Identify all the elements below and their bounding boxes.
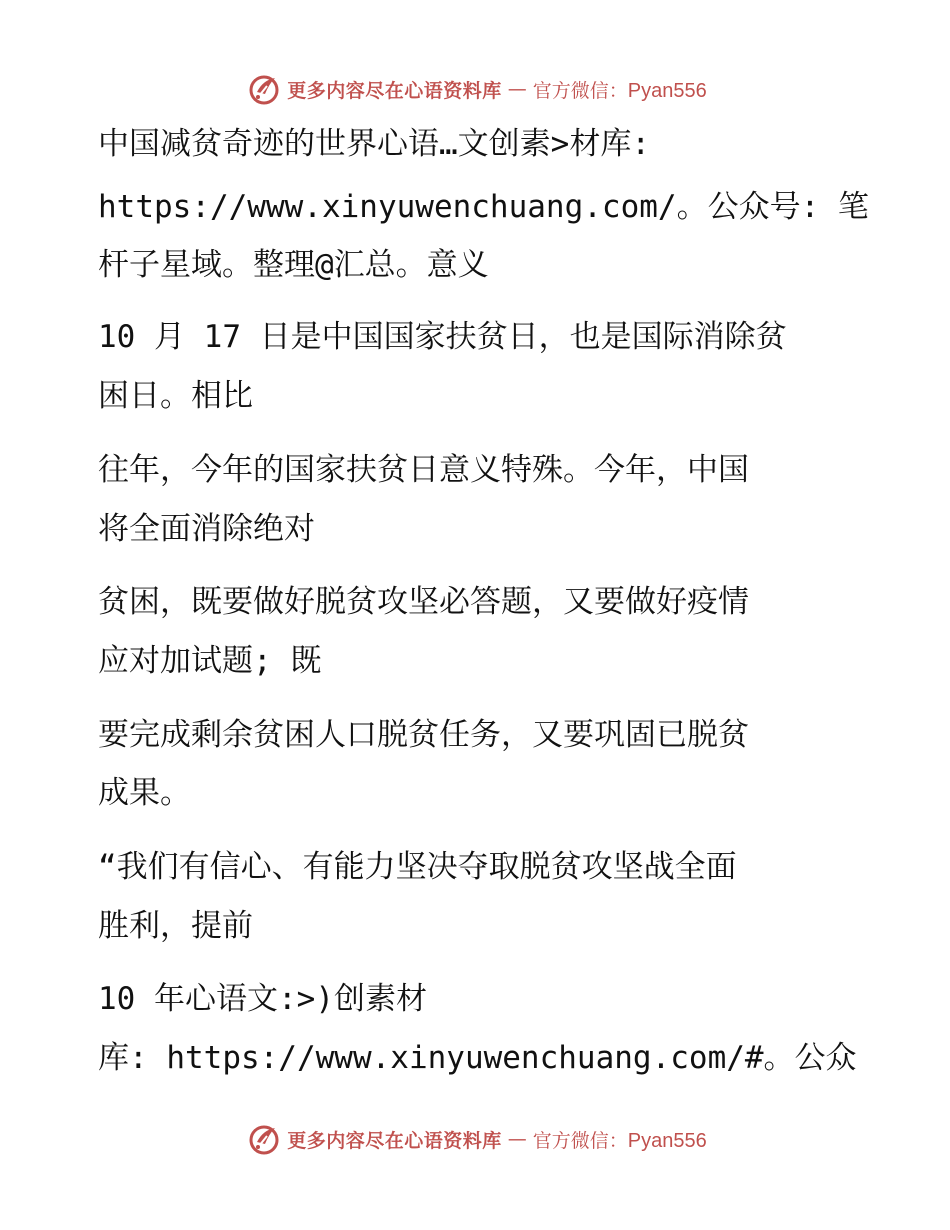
body-line: 成果。 <box>98 775 191 811</box>
xinyu-logo-icon <box>247 1122 281 1156</box>
body-line: https://www.xinyuwenchuang.com/。公众号: 笔 <box>98 189 869 225</box>
body-line: 贫困，既要做好脱贫攻坚必答题，又要做好疫情 <box>98 584 749 620</box>
header-banner-contact <box>533 76 707 103</box>
footer-banner-text: 更多内容尽在心语资料库 <box>287 1129 502 1152</box>
footer-banner-inner <box>247 1122 707 1156</box>
footer-contact-label: 官方微信： <box>532 1129 628 1152</box>
header-contact-id: Pyan556 <box>627 79 707 102</box>
body-line: 10 年心语文:>)创素材 <box>98 981 427 1017</box>
body-line: 中国减贫奇迹的世界心语…文创素>材库: <box>98 126 650 162</box>
header-banner-text: 更多内容尽在心语资料库 <box>287 79 502 102</box>
body-line: 10 月 17 日是中国国家扶贫日，也是国际消除贫 <box>98 319 787 355</box>
body-line: 库: https://www.xinyuwenchuang.com/#。公众 <box>98 1040 857 1076</box>
body-line: 困日。相比 <box>98 378 253 414</box>
footer-banner-contact <box>533 1126 707 1153</box>
footer-banner <box>0 1121 950 1157</box>
header-contact-label: 官方微信： <box>532 79 628 102</box>
body-line: 应对加试题; 既 <box>98 643 322 679</box>
body-line: 将全面消除绝对 <box>98 511 315 547</box>
body-line: “我们有信心、有能力坚决夺取脱贫攻坚战全面 <box>98 849 737 885</box>
header-banner <box>0 71 950 107</box>
body-line: 往年，今年的国家扶贫日意义特殊。今年，中国 <box>98 452 749 488</box>
header-banner-inner <box>247 72 707 106</box>
body-line: 杆子星域。整理@汇总。意义 <box>98 247 489 283</box>
footer-banner-dash: — <box>507 1128 527 1150</box>
header-banner-dash: — <box>507 78 527 100</box>
xinyu-logo-icon <box>247 72 281 106</box>
body-line: 胜利，提前 <box>98 908 253 944</box>
body-line: 要完成剩余贫困人口脱贫任务，又要巩固已脱贫 <box>98 717 749 753</box>
footer-contact-id: Pyan556 <box>627 1129 707 1152</box>
